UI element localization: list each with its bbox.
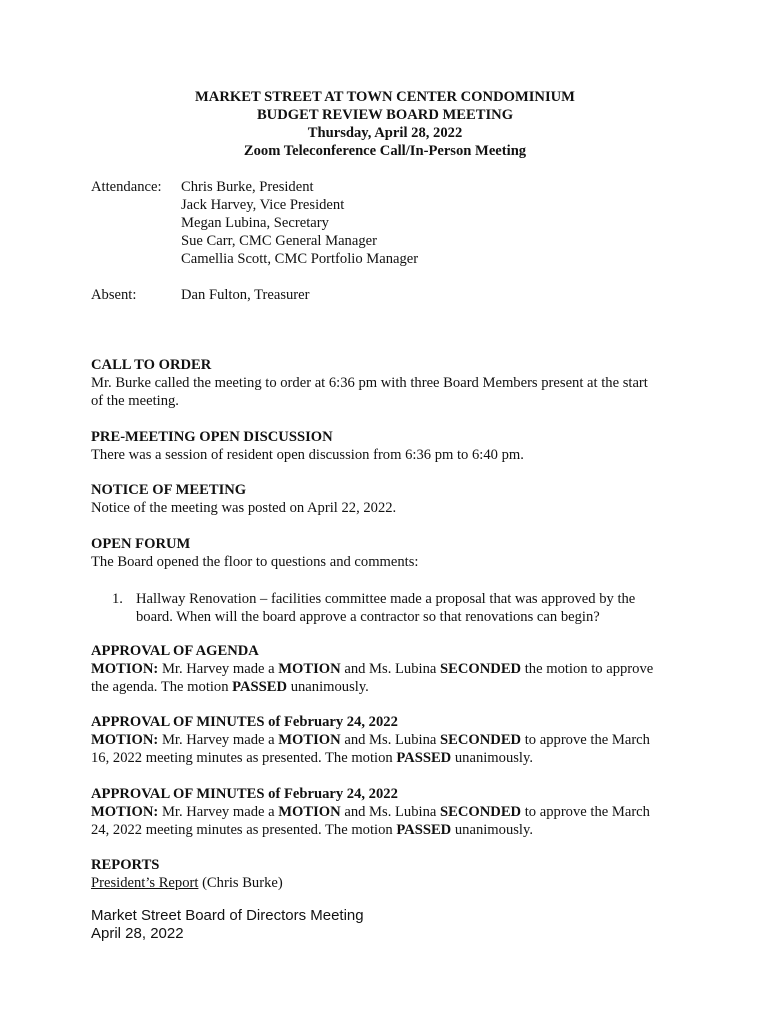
motion-text: and Ms. Lubina (340, 661, 440, 677)
absent-label: Absent: (91, 287, 137, 303)
section-notice (91, 481, 681, 517)
attendee: Chris Burke, President (181, 179, 314, 195)
section-open-forum (91, 535, 681, 571)
report-presenter: (Chris Burke) (198, 875, 283, 891)
list-item-line: board. When will the board approve a contractor so that renovations can begin? (136, 609, 600, 625)
motion-text: unanimously. (451, 750, 533, 766)
seconded-keyword: SECONDED (440, 804, 522, 820)
motion-keyword: MOTION (278, 661, 341, 677)
section-heading: OPEN FORUM (91, 536, 191, 552)
motion-label: MOTION: (91, 804, 159, 820)
section-pre-meeting (91, 428, 681, 464)
report-line (91, 874, 681, 892)
section-heading: APPROVAL OF MINUTES of February 24, 2022 (91, 714, 398, 730)
passed-keyword: PASSED (232, 679, 288, 695)
motion-text: and Ms. Lubina (340, 804, 440, 820)
motion-line (91, 660, 681, 678)
motion-text: Mr. Harvey made a (158, 804, 279, 820)
motion-line (91, 678, 681, 696)
list-item-line: Hallway Renovation – facilities committee made a proposal that was approved by the (136, 591, 636, 607)
motion-text: the motion to approve (521, 661, 654, 677)
motion-line (91, 821, 681, 839)
footer-date: April 28, 2022 (91, 925, 184, 942)
section-heading: CALL TO ORDER (91, 357, 212, 373)
paragraph-line: of the meeting. (91, 393, 179, 409)
section-reports (91, 856, 681, 892)
passed-keyword: PASSED (396, 822, 452, 838)
attendee: Jack Harvey, Vice President (181, 197, 345, 213)
attendance-label: Attendance: (91, 179, 162, 195)
section-heading: NOTICE OF MEETING (91, 482, 247, 498)
paragraph-line: Notice of the meeting was posted on April 22, 2022. (91, 500, 397, 516)
section-heading: PRE-MEETING OPEN DISCUSSION (91, 429, 333, 445)
document-header (0, 88, 770, 160)
seconded-keyword: SECONDED (440, 661, 522, 677)
motion-text: to approve the March (521, 804, 650, 820)
section-approval-minutes-2 (91, 785, 681, 839)
header-meeting-type: BUDGET REVIEW BOARD MEETING (256, 107, 514, 123)
paragraph-line: The Board opened the floor to questions and comments: (91, 554, 419, 570)
motion-text: 16, 2022 meeting minutes as presented. The motion (91, 750, 397, 766)
header-title: MARKET STREET AT TOWN CENTER CONDOMINIUM (195, 89, 575, 105)
header-date: Thursday, April 28, 2022 (307, 125, 463, 141)
section-call-to-order (91, 356, 681, 410)
presidents-report-label: President’s Report (91, 875, 199, 891)
motion-line (91, 803, 681, 821)
footer-title: Market Street Board of Directors Meeting (91, 907, 364, 924)
section-heading: REPORTS (91, 857, 160, 873)
motion-text: 24, 2022 meeting minutes as presented. The motion (91, 822, 397, 838)
section-approval-agenda (91, 642, 681, 696)
motion-keyword: MOTION (278, 804, 341, 820)
page-footer (91, 907, 364, 943)
passed-keyword: PASSED (396, 750, 452, 766)
absent-list (181, 286, 310, 304)
attendee: Camellia Scott, CMC Portfolio Manager (181, 251, 419, 267)
motion-label: MOTION: (91, 732, 159, 748)
header-location: Zoom Teleconference Call/In-Person Meeting (243, 143, 527, 159)
motion-keyword: MOTION (278, 732, 341, 748)
absentee: Dan Fulton, Treasurer (181, 287, 310, 303)
motion-text: unanimously. (451, 822, 533, 838)
paragraph-line: Mr. Burke called the meeting to order at 6:36 pm with three Board Members present at the start (91, 375, 648, 391)
motion-text: unanimously. (287, 679, 369, 695)
attendance-list (181, 178, 418, 268)
motion-text: the agenda. The motion (91, 679, 233, 695)
section-heading: APPROVAL OF MINUTES of February 24, 2022 (91, 786, 398, 802)
section-heading: APPROVAL OF AGENDA (91, 643, 259, 659)
attendee: Megan Lubina, Secretary (181, 215, 329, 231)
motion-text: to approve the March (521, 732, 650, 748)
motion-text: Mr. Harvey made a (158, 732, 279, 748)
paragraph-line: There was a session of resident open discussion from 6:36 pm to 6:40 pm. (91, 447, 524, 463)
list-item-number: 1. (112, 591, 123, 607)
motion-text: and Ms. Lubina (340, 732, 440, 748)
motion-line (91, 731, 681, 749)
seconded-keyword: SECONDED (440, 732, 522, 748)
motion-text: Mr. Harvey made a (158, 661, 279, 677)
motion-label: MOTION: (91, 661, 159, 677)
attendee: Sue Carr, CMC General Manager (181, 233, 377, 249)
motion-line (91, 749, 681, 767)
section-approval-minutes-1 (91, 713, 681, 767)
list-item-text (136, 590, 635, 626)
